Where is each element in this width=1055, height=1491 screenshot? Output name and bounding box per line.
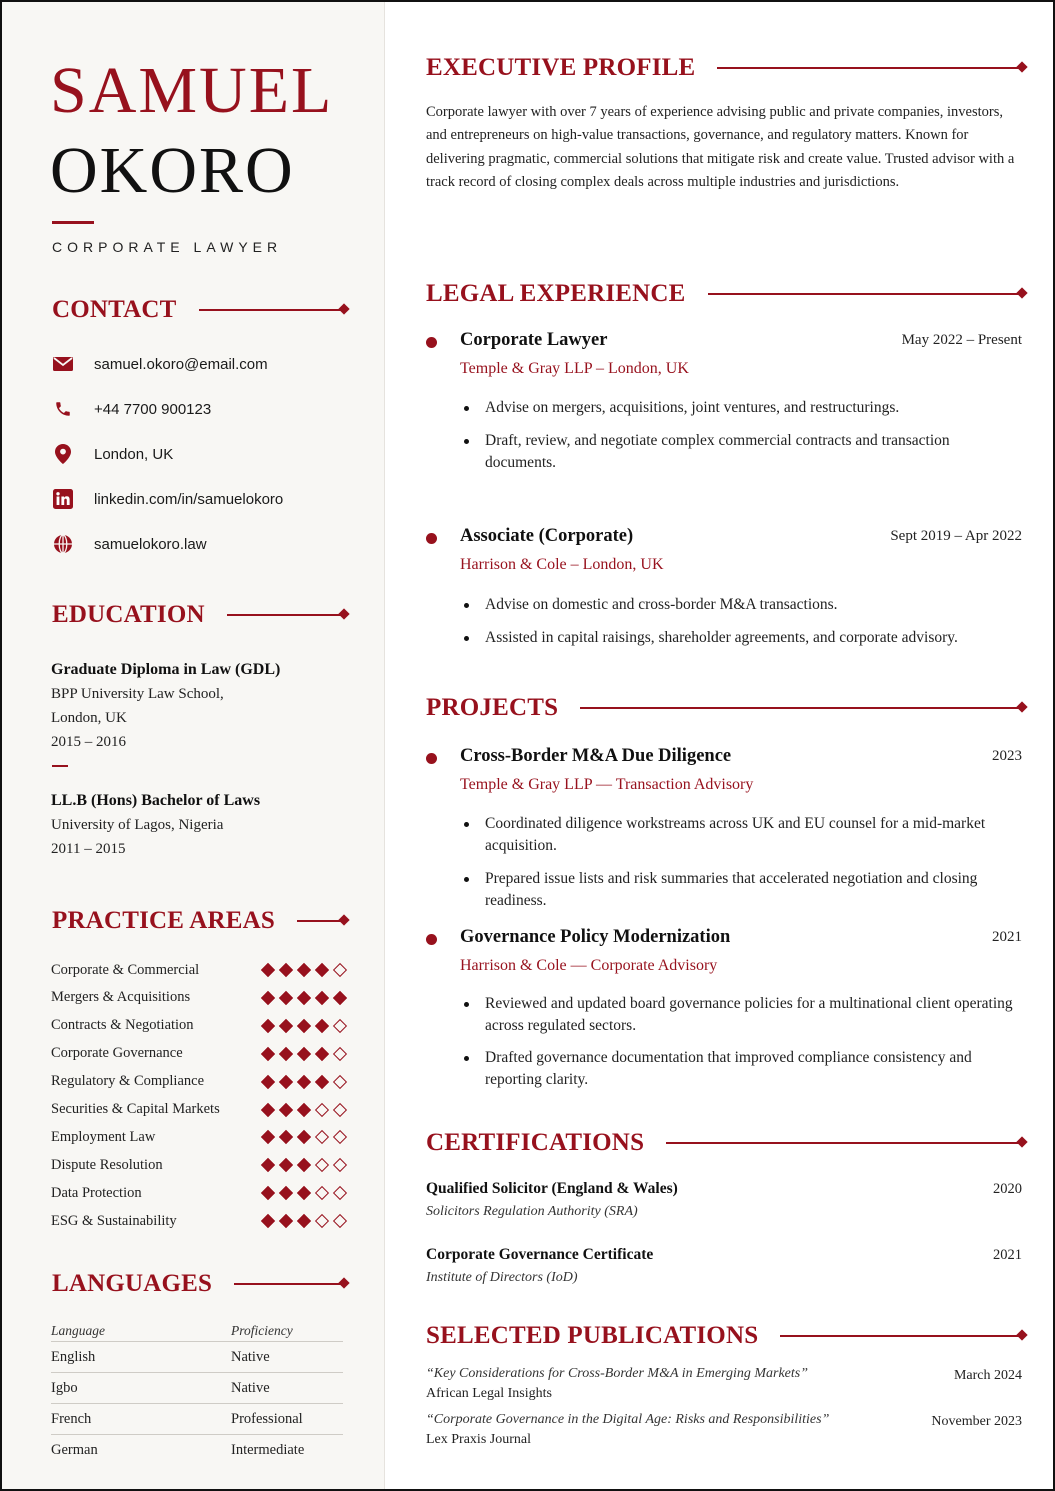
- contact-website-text[interactable]: samuelokoro.law: [94, 535, 207, 553]
- experience-bullet: Advise on domestic and cross-border M&A transactions.: [460, 594, 1020, 616]
- practice-area-label: Contracts & Negotiation: [51, 1017, 194, 1034]
- heading-rule: [297, 920, 344, 922]
- heading-rule: [717, 67, 1022, 69]
- practice-area-label: Securities & Capital Markets: [51, 1101, 220, 1117]
- language-row: [51, 1404, 343, 1435]
- empty-diamond-icon: [333, 1186, 347, 1200]
- filled-diamond-icon: [261, 1102, 275, 1116]
- languages-table-header: [51, 1320, 343, 1342]
- experience-bullet: Assisted in capital raisings, shareholder agreements, and corporate advisory.: [460, 627, 1020, 649]
- publication-journal: Lex Praxis Journal: [426, 1432, 531, 1447]
- certification-name: Qualified Solicitor (England & Wales): [426, 1180, 678, 1197]
- education-school: BPP University Law School,: [51, 686, 224, 702]
- publication-title: “Key Considerations for Cross-Border M&A in Emerging Markets”: [426, 1366, 809, 1381]
- filled-diamond-icon: [261, 1019, 275, 1033]
- proficiency-column-header: Proficiency: [231, 1322, 293, 1338]
- education-heading-text: EDUCATION: [52, 601, 205, 628]
- publication-journal: African Legal Insights: [426, 1386, 552, 1401]
- filled-diamond-icon: [279, 1130, 293, 1144]
- practice-area-rating: [262, 1019, 346, 1033]
- languages-heading-text: LANGUAGES: [52, 1270, 213, 1297]
- phone-icon: [52, 398, 74, 420]
- filled-diamond-icon: [297, 1047, 311, 1061]
- project-bullet: Drafted governance documentation that improved compliance consistency and reporting clarity.: [460, 1047, 1020, 1091]
- practice-area-label: Employment Law: [51, 1128, 156, 1145]
- linkedin-icon: [52, 488, 74, 510]
- language-proficiency: Native: [231, 1379, 270, 1396]
- language-name: German: [51, 1442, 98, 1458]
- empty-diamond-icon: [333, 963, 347, 977]
- empty-diamond-icon: [333, 1130, 347, 1144]
- experience-bullet: Advise on mergers, acquisitions, joint ventures, and restructurings.: [460, 397, 1020, 419]
- practice-area-label: Mergers & Acquisitions: [51, 989, 191, 1006]
- filled-diamond-icon: [279, 963, 293, 977]
- experience-role: Associate (Corporate): [460, 526, 634, 546]
- filled-diamond-icon: [297, 1102, 311, 1116]
- profile-heading-text: EXECUTIVE PROFILE: [426, 54, 696, 81]
- heading-rule: [780, 1335, 1022, 1337]
- publication-title: “Corporate Governance in the Digital Age: Risks and Responsibilities”: [426, 1412, 830, 1427]
- language-row: [51, 1435, 343, 1466]
- heading-rule: [708, 293, 1022, 295]
- filled-diamond-icon: [279, 1186, 293, 1200]
- filled-diamond-icon: [315, 1019, 329, 1033]
- heading-rule: [227, 614, 344, 616]
- language-proficiency: Intermediate: [231, 1442, 305, 1458]
- language-row: [51, 1373, 343, 1404]
- timeline-dot: [426, 337, 437, 348]
- experience-org: Temple & Gray LLP – London, UK: [460, 360, 689, 377]
- practice-area-rating: [262, 1047, 346, 1061]
- project-item: [426, 746, 1022, 916]
- education-years: 2015 – 2016: [51, 734, 126, 750]
- heading-rule: [666, 1142, 1022, 1144]
- filled-diamond-icon: [297, 1214, 311, 1228]
- practice-area-label: Corporate Governance: [51, 1045, 183, 1062]
- certifications-heading-text: CERTIFICATIONS: [426, 1129, 645, 1156]
- practice-area-row: [51, 1016, 346, 1036]
- practice-area-row: [51, 1183, 346, 1203]
- language-name: Igbo: [51, 1379, 78, 1396]
- education-location: London, UK: [51, 710, 127, 726]
- contact-email[interactable]: [52, 353, 268, 375]
- filled-diamond-icon: [279, 1102, 293, 1116]
- project-org: Harrison & Cole — Corporate Advisory: [460, 957, 718, 974]
- filled-diamond-icon: [297, 1075, 311, 1089]
- filled-diamond-icon: [297, 963, 311, 977]
- project-date: 2021: [992, 929, 1022, 945]
- empty-diamond-icon: [315, 1186, 329, 1200]
- filled-diamond-icon: [315, 1075, 329, 1089]
- practice-area-rating: [262, 1075, 346, 1089]
- practice-area-row: [51, 1072, 346, 1092]
- education-degree: LL.B (Hons) Bachelor of Laws: [51, 792, 261, 809]
- filled-diamond-icon: [297, 1186, 311, 1200]
- language-name: French: [51, 1410, 92, 1427]
- empty-diamond-icon: [333, 1214, 347, 1228]
- education-heading: [52, 601, 344, 629]
- contact-email-text[interactable]: samuel.okoro@email.com: [94, 355, 268, 373]
- experience-heading-text: LEGAL EXPERIENCE: [426, 280, 686, 307]
- practice-area-label: Regulatory & Compliance: [51, 1073, 205, 1090]
- profile-text: Corporate lawyer with over 7 years of experience advising public and private companies, investors, and entrepreneurs on high-value transactions, governance, and regulatory matters. Known for delivering pragmatic, commercial solutions that mitigate risk and create value. Trusted advisor with a track record of closing complex deals across multiple industries and jurisdictions.: [426, 104, 1015, 190]
- contact-heading-text: CONTACT: [52, 296, 177, 323]
- practice-area-label: Corporate & Commercial: [51, 961, 200, 978]
- job-title: CORPORATE LAWYER: [52, 239, 283, 255]
- first-name: SAMUEL: [50, 54, 334, 127]
- filled-diamond-icon: [279, 1075, 293, 1089]
- heading-rule: [199, 309, 344, 311]
- practice-area-rating: [262, 1186, 346, 1200]
- certification-issuer: Solicitors Regulation Authority (SRA): [426, 1204, 638, 1219]
- practice-area-row: [51, 1127, 346, 1147]
- publications-heading-text: SELECTED PUBLICATIONS: [426, 1322, 759, 1349]
- certification-item: [426, 1246, 1022, 1286]
- name-divider: [52, 221, 94, 224]
- contact-linkedin[interactable]: [52, 488, 283, 510]
- contact-website[interactable]: [52, 533, 207, 555]
- certification-issuer: Institute of Directors (IoD): [426, 1270, 578, 1285]
- sidebar: [2, 2, 385, 1491]
- contact-phone-text[interactable]: +44 7700 900123: [94, 400, 212, 418]
- certification-year: 2020: [993, 1181, 1022, 1197]
- project-date: 2023: [992, 748, 1022, 764]
- filled-diamond-icon: [261, 1130, 275, 1144]
- last-name: OKORO: [50, 134, 295, 207]
- contact-phone[interactable]: [52, 398, 211, 420]
- practice-area-row: [51, 1100, 346, 1120]
- filled-diamond-icon: [261, 1075, 275, 1089]
- experience-date: Sept 2019 – Apr 2022: [890, 528, 1022, 544]
- project-bullet: Reviewed and updated board governance policies for a multinational client operating across regulated sectors.: [460, 993, 1020, 1037]
- filled-diamond-icon: [261, 1158, 275, 1172]
- experience-date: May 2022 – Present: [901, 332, 1022, 348]
- practice-area-row: [51, 1155, 346, 1175]
- filled-diamond-icon: [261, 991, 275, 1005]
- practice-area-rating: [262, 1214, 346, 1228]
- filled-diamond-icon: [261, 1186, 275, 1200]
- filled-diamond-icon: [279, 1019, 293, 1033]
- contact-location: [52, 443, 173, 465]
- publication-item: [426, 1366, 1022, 1402]
- filled-diamond-icon: [315, 1047, 329, 1061]
- empty-diamond-icon: [315, 1214, 329, 1228]
- filled-diamond-icon: [279, 1047, 293, 1061]
- practice-area-row: [51, 988, 346, 1008]
- languages-heading: [52, 1270, 344, 1298]
- empty-diamond-icon: [333, 1102, 347, 1116]
- timeline-dot: [426, 533, 437, 544]
- filled-diamond-icon: [261, 1214, 275, 1228]
- empty-diamond-icon: [333, 1019, 347, 1033]
- practice-area-rating: [262, 1158, 346, 1172]
- empty-diamond-icon: [333, 1047, 347, 1061]
- filled-diamond-icon: [315, 991, 329, 1005]
- filled-diamond-icon: [279, 1214, 293, 1228]
- project-title: Governance Policy Modernization: [460, 927, 731, 947]
- filled-diamond-icon: [315, 963, 329, 977]
- publications-heading: [426, 1322, 1022, 1350]
- empty-diamond-icon: [333, 1075, 347, 1089]
- experience-role: Corporate Lawyer: [460, 330, 608, 350]
- certifications-heading: [426, 1129, 1022, 1157]
- practice-area-rating: [262, 1103, 346, 1117]
- project-item: [426, 927, 1022, 1097]
- experience-item: [426, 330, 1022, 480]
- heading-rule: [580, 707, 1022, 709]
- practice-areas-heading-text: PRACTICE AREAS: [52, 907, 275, 934]
- education-school: University of Lagos, Nigeria: [51, 817, 224, 833]
- globe-icon: [52, 533, 74, 555]
- education-degree: Graduate Diploma in Law (GDL): [51, 661, 281, 678]
- filled-diamond-icon: [279, 991, 293, 1005]
- location-icon: [52, 443, 74, 465]
- language-row: [51, 1342, 343, 1373]
- timeline-dot: [426, 934, 437, 945]
- filled-diamond-icon: [279, 1158, 293, 1172]
- publication-item: [426, 1412, 1022, 1448]
- practice-area-label: ESG & Sustainability: [51, 1212, 177, 1229]
- contact-linkedin-text[interactable]: linkedin.com/in/samuelokoro: [94, 490, 284, 508]
- language-name: English: [51, 1348, 96, 1365]
- filled-diamond-icon: [297, 1130, 311, 1144]
- education-item: [51, 789, 260, 861]
- experience-item: [426, 526, 1022, 656]
- contact-location-text: London, UK: [94, 445, 174, 463]
- empty-diamond-icon: [333, 1158, 347, 1172]
- practice-area-row: [51, 1211, 346, 1231]
- project-bullet: Prepared issue lists and risk summaries that accelerated negotiation and closing readiness.: [460, 868, 1020, 912]
- practice-area-rating: [262, 1130, 346, 1144]
- empty-diamond-icon: [315, 1130, 329, 1144]
- empty-diamond-icon: [315, 1158, 329, 1172]
- filled-diamond-icon: [333, 991, 347, 1005]
- project-title: Cross-Border M&A Due Diligence: [460, 746, 732, 766]
- education-divider: [52, 765, 68, 767]
- practice-areas-heading: [52, 907, 344, 935]
- education-item: [51, 658, 280, 754]
- education-years: 2011 – 2015: [51, 841, 126, 857]
- publication-date: November 2023: [931, 1414, 1022, 1429]
- contact-heading: [52, 296, 344, 324]
- language-proficiency: Native: [231, 1348, 270, 1365]
- practice-area-rating: [262, 991, 346, 1005]
- projects-heading: [426, 694, 1022, 722]
- practice-area-rating: [262, 963, 346, 977]
- practice-area-label: Dispute Resolution: [51, 1156, 163, 1173]
- practice-area-label: Data Protection: [51, 1184, 142, 1201]
- experience-org: Harrison & Cole – London, UK: [460, 556, 664, 573]
- project-bullet: Coordinated diligence workstreams across UK and EU counsel for a mid-market acquisition.: [460, 813, 1020, 857]
- language-column-header: Language: [51, 1322, 105, 1338]
- practice-area-row: [51, 960, 346, 980]
- publication-date: March 2024: [953, 1368, 1022, 1383]
- profile-heading: [426, 54, 1022, 82]
- filled-diamond-icon: [261, 1047, 275, 1061]
- empty-diamond-icon: [315, 1102, 329, 1116]
- filled-diamond-icon: [297, 1019, 311, 1033]
- experience-bullet: Draft, review, and negotiate complex commercial contracts and transaction documents.: [460, 430, 1020, 474]
- heading-rule: [234, 1283, 344, 1285]
- email-icon: [52, 353, 74, 375]
- practice-area-row: [51, 1044, 346, 1064]
- timeline-dot: [426, 753, 437, 764]
- project-org: Temple & Gray LLP — Transaction Advisory: [460, 776, 754, 793]
- projects-heading-text: PROJECTS: [426, 694, 559, 721]
- experience-heading: [426, 280, 1022, 308]
- filled-diamond-icon: [297, 1158, 311, 1172]
- languages-table: [51, 1320, 343, 1466]
- language-proficiency: Professional: [231, 1410, 303, 1427]
- certification-item: [426, 1180, 1022, 1220]
- certification-year: 2021: [993, 1247, 1022, 1263]
- filled-diamond-icon: [261, 963, 275, 977]
- certification-name: Corporate Governance Certificate: [426, 1246, 654, 1263]
- filled-diamond-icon: [297, 991, 311, 1005]
